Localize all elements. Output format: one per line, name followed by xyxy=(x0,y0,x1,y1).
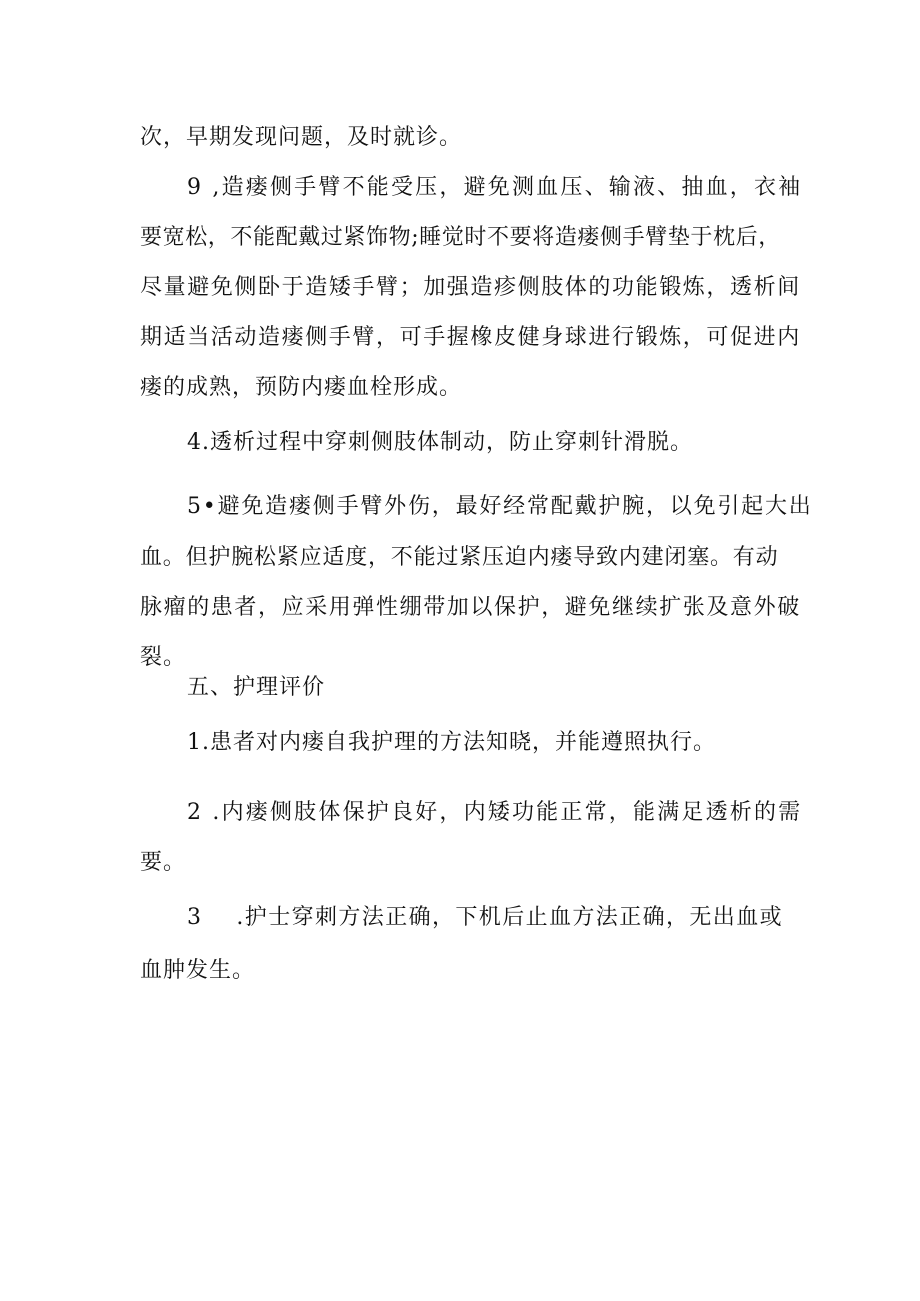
paragraph-line: 1.患者对内瘘自我护理的方法知晓，并能遵照执行。 xyxy=(187,730,716,755)
paragraph-line: 次，早期发现问题，及时就诊。 xyxy=(140,125,463,150)
paragraph-line: 尽量避免侧卧于造矮手臂；加强造疹侧肢体的功能锻炼，透析间 xyxy=(140,275,801,300)
paragraph-line: 期适当活动造瘘侧手臂，可手握橡皮健身球进行锻炼，可促进内 xyxy=(140,325,801,350)
list-text: .护士穿刺方法正确，下机后止血方法正确，无出血或 xyxy=(236,905,784,930)
paragraph-line: 5•避免造瘘侧手臂外伤，最好经常配戴护腕，以免引起大出 xyxy=(187,494,813,519)
paragraph-line xyxy=(187,903,784,933)
paragraph-line: 脉瘤的患者，应采用弹性绷带加以保护，避免继续扩张及意外破 xyxy=(140,595,801,620)
section-heading: 五、护理评价 xyxy=(187,675,326,700)
paragraph-line: 2 .内瘘侧肢体保护良好，内矮功能正常，能满足透析的需 xyxy=(187,800,803,825)
paragraph-line: 血肿发生。 xyxy=(140,958,256,983)
paragraph-line: 9 ,造瘘侧手臂不能受压，避免测血压、输液、抽血，衣袖 xyxy=(187,175,803,200)
list-number: 3 xyxy=(187,905,203,930)
paragraph-line: 要。 xyxy=(140,850,187,875)
paragraph-line: 4.透析过程中穿刺侧肢体制动，防止穿刺针滑脱。 xyxy=(187,430,693,455)
paragraph-line: 要宽松，不能配戴过紧饰物;睡觉时不要将造瘘侧手臂垫于枕后， xyxy=(140,225,781,250)
paragraph-line: 裂。 xyxy=(140,645,187,670)
paragraph-line: 血。但护腕松紧应适度，不能过紧压迫内瘘导致内建闭塞。有动 xyxy=(140,545,779,570)
paragraph-line: 瘘的成熟，预防内瘘血栓形成。 xyxy=(140,375,463,400)
